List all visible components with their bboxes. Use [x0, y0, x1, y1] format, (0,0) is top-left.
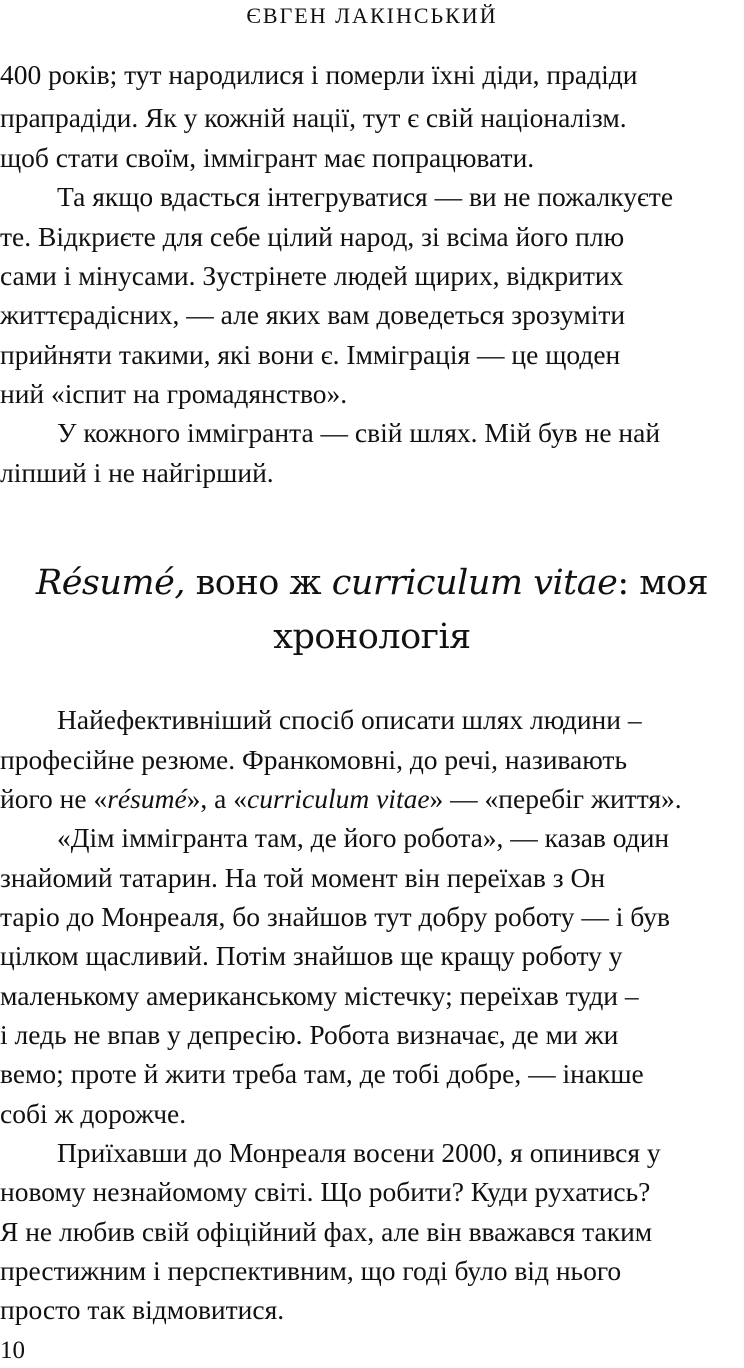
text-line-with-italics — [0, 782, 682, 816]
text-line: цілком щасливий. Потім знайшов ще кращу роботу у — [0, 940, 623, 971]
heading-text: воно ж — [184, 563, 332, 603]
inline-text: його не « — [0, 783, 108, 814]
page-number: 10 — [0, 1337, 25, 1364]
text-line: професійне резюме. Франкомовні, до речі, називають — [0, 744, 627, 775]
text-line: щоб стати своїм, іммігрант має попрацювати. — [0, 142, 535, 173]
paragraph-first-line: Та якщо вдасться інтегруватися — ви не пожалкуєте — [57, 181, 674, 212]
text-line: собі ж дорожче. — [0, 1098, 187, 1129]
paragraph-first-line: У кожного іммігранта — свій шлях. Мій був не най — [57, 417, 661, 448]
text-line: таріо до Монреаля, бо знайшов тут добру роботу — і був — [0, 901, 670, 932]
text-line: ліпший і не найгірший. — [0, 457, 274, 488]
paragraph-first-line: Найефективніший спосіб описати шлях людини – — [57, 704, 642, 735]
heading-italic-cv: curriculum vitae — [331, 563, 618, 603]
section-heading-line2: хронологія — [273, 617, 471, 657]
section-heading — [0, 558, 744, 608]
inline-italic-cv: curriculum vitae — [247, 783, 430, 814]
text-line: новому незнайомому світі. Що робити? Куди рухатись? — [0, 1176, 651, 1207]
running-head-author: ЄВГЕН ЛАКІНСЬКИЙ — [246, 3, 498, 28]
text-line: те. Відкриєте для себе цілий народ, зі всіма його плю — [0, 221, 625, 252]
text-line: прапрадіди. Як у кожній нації, тут є свій націоналізм. — [0, 102, 627, 133]
heading-italic-resume: Résumé, — [35, 563, 185, 603]
text-line: і ледь не впав у депресію. Робота визначає, де ми жи — [0, 1019, 619, 1050]
paragraph-first-line: Приїхавши до Монреаля восени 2000, я опинився у — [57, 1137, 661, 1168]
text-line: просто так відмовитися. — [0, 1294, 285, 1325]
text-line: ний «іспит на громадянство». — [0, 378, 348, 409]
text-line: прийняти такими, які вони є. Імміграція — це щоден — [0, 339, 621, 370]
text-line: вемо; проте й жити треба там, де тобі добре, — інакше — [0, 1058, 644, 1089]
heading-text: : моя — [617, 563, 709, 603]
text-line: престижним і перспективним, що годі було від нього — [0, 1255, 622, 1286]
inline-italic-resume: résumé — [107, 783, 187, 814]
text-line: життєрадісних, — але яких вам доведеться зрозуміти — [0, 299, 626, 330]
text-line: маленькому американському містечку; переїхав туди – — [0, 980, 639, 1011]
paragraph-first-line: «Дім іммігранта там, де його робота», — казав один — [57, 822, 670, 853]
inline-text: », а « — [186, 783, 248, 814]
text-line: знайомий татарин. На той момент він переїхав з Он — [0, 862, 606, 893]
inline-text: » — «перебіг життя». — [429, 783, 682, 814]
text-line: сами і мінусами. Зустрінете людей щирих, відкритих — [0, 260, 624, 291]
text-line: 400 років; тут народилися і померли їхні діди, прадіди — [0, 59, 638, 90]
text-line: Я не любив свій офіційний фах, але він вважався таким — [0, 1216, 653, 1247]
